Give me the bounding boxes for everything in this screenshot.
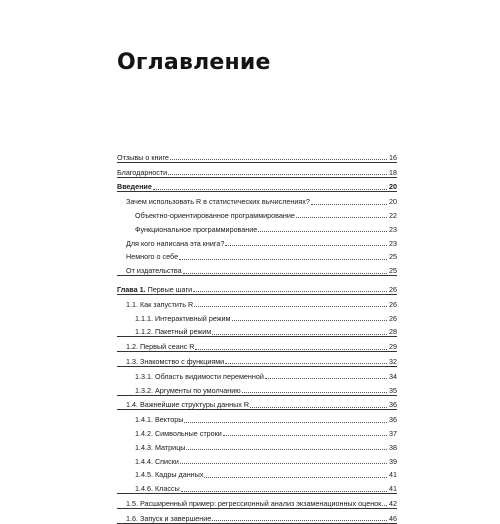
toc-page-number: 16 [389, 152, 397, 162]
toc-page-number: 23 [389, 224, 397, 234]
dot-leader [179, 259, 387, 260]
toc-entry-title: Объектно-ориентированное программирование [135, 210, 295, 220]
toc-entry-title: 1.5. Расширенный пример: регрессионный анализ экзаменационных оценок [126, 498, 382, 508]
toc-entry-title: 1.3.2. Аргументы по умолчанию [135, 385, 241, 395]
dot-leader [186, 449, 387, 450]
toc-page-number: 38 [389, 442, 397, 452]
page-title: Оглавление [117, 50, 271, 75]
toc-entry[interactable] [117, 220, 397, 234]
toc-entry-title [117, 286, 192, 294]
dot-leader [225, 363, 387, 364]
toc-page-number: 41 [389, 470, 397, 480]
toc-page-number: 37 [389, 428, 397, 438]
toc-entry[interactable] [117, 396, 397, 411]
toc-entry[interactable] [117, 381, 397, 396]
toc-entry-title: Немного о себе [126, 252, 179, 262]
toc-page-number: 36 [389, 415, 397, 425]
toc-entry-title: 1.4.1. Векторы [135, 415, 184, 425]
dot-leader [168, 174, 387, 175]
dot-leader [153, 189, 387, 190]
toc-entry-title: 1.4.5. Кадры данных [135, 470, 204, 480]
dot-leader [184, 422, 387, 423]
toc-page-number: 20 [389, 197, 397, 207]
dot-leader [195, 349, 387, 350]
toc-entry-title: 1.4.2. Символьные строки [135, 428, 222, 438]
toc-entry[interactable] [117, 352, 397, 367]
toc-entry-title: Зачем использовать R в статистических вычислениях? [126, 197, 310, 207]
toc-page-number: 42 [389, 498, 397, 508]
toc-entry-title: 1.2. Первый сеанс R [126, 342, 195, 352]
dot-leader [242, 392, 387, 393]
toc-entry[interactable] [117, 234, 397, 248]
toc-entry-title: Введение [117, 182, 152, 192]
dot-leader [193, 291, 387, 292]
dot-leader [225, 245, 387, 246]
toc-page-number: 26 [389, 313, 397, 323]
toc-entry[interactable] [117, 280, 397, 295]
toc-entry-title: Функциональное программирование [135, 224, 258, 234]
toc-entry[interactable] [117, 148, 397, 163]
dot-leader [232, 320, 388, 321]
toc-page-number: 22 [389, 210, 397, 220]
toc-entry-title: 1.4.6. Классы [135, 484, 180, 494]
dot-leader [223, 435, 387, 436]
toc-entry[interactable] [117, 323, 397, 338]
toc-entry[interactable] [117, 248, 397, 262]
toc-page-number: 34 [389, 371, 397, 381]
table-of-contents [117, 148, 397, 524]
toc-page-number: 28 [389, 327, 397, 337]
toc-page-number: 35 [389, 385, 397, 395]
toc-entry-title: 1.4. Важнейшие структуры данных R [126, 400, 250, 410]
dot-leader [170, 159, 387, 160]
dot-leader [180, 463, 387, 464]
toc-entry[interactable] [117, 410, 397, 424]
dot-leader [265, 378, 387, 379]
toc-entry[interactable] [117, 295, 397, 309]
dot-leader [250, 407, 387, 408]
toc-entry-title: 1.1. Как запустить R [126, 299, 194, 309]
dot-leader [258, 231, 387, 232]
toc-entry-title: 1.6. Запуск и завершение [126, 513, 212, 523]
toc-page-number: 18 [389, 167, 397, 177]
toc-entry[interactable] [117, 206, 397, 220]
toc-entry-title: 1.3. Знакомство с функциями [126, 356, 225, 366]
dot-leader [194, 306, 387, 307]
toc-page-number: 32 [389, 356, 397, 366]
toc-entry[interactable] [117, 163, 397, 178]
dot-leader [181, 491, 387, 492]
dot-leader [212, 520, 387, 521]
toc-entry-title: Благодарности [117, 167, 168, 177]
dot-leader [183, 273, 387, 274]
toc-entry[interactable] [117, 309, 397, 323]
toc-page-number: 26 [389, 299, 397, 309]
dot-leader [212, 334, 387, 335]
toc-page-number: 46 [389, 513, 397, 523]
toc-entry[interactable] [117, 424, 397, 438]
toc-entry[interactable] [117, 494, 397, 509]
chapter-name: Первые шаги [145, 284, 193, 294]
toc-page-number: 41 [389, 484, 397, 494]
toc-entry-title: Отзывы о книге [117, 152, 169, 162]
toc-page-number: 26 [389, 284, 397, 294]
toc-entry[interactable] [117, 261, 397, 276]
toc-entry[interactable] [117, 466, 397, 480]
dot-leader [296, 217, 387, 218]
toc-page-number: 20 [389, 182, 397, 192]
toc-page-number: 25 [389, 252, 397, 262]
toc-entry[interactable] [117, 438, 397, 452]
toc-page-number: 23 [389, 238, 397, 248]
dot-leader [204, 477, 387, 478]
toc-page-number: 29 [389, 342, 397, 352]
toc-page-number: 36 [389, 400, 397, 410]
toc-entry-title: 1.3.1. Область видимости переменной [135, 371, 264, 381]
toc-entry-title: 1.4.3. Матрицы [135, 442, 186, 452]
toc-entry[interactable] [117, 452, 397, 466]
toc-page-number: 25 [389, 266, 397, 276]
toc-entry-title: От издательства [126, 266, 182, 276]
toc-entry-title: 1.1.1. Интерактивный режим [135, 313, 231, 323]
toc-entry-title: Для кого написана эта книга? [126, 238, 225, 248]
toc-entry[interactable] [117, 337, 397, 352]
toc-entry[interactable] [117, 178, 397, 193]
dot-leader [382, 505, 387, 506]
toc-entry[interactable] [117, 479, 397, 494]
toc-entry[interactable] [117, 509, 397, 524]
dot-leader [311, 204, 387, 205]
toc-entry-title: 1.1.2. Пакетный режим [135, 327, 212, 337]
toc-entry[interactable] [117, 367, 397, 381]
toc-page-number: 39 [389, 456, 397, 466]
chapter-number: Глава 1. [117, 284, 146, 294]
toc-entry-title: 1.4.4. Списки [135, 456, 179, 466]
toc-entry[interactable] [117, 192, 397, 206]
